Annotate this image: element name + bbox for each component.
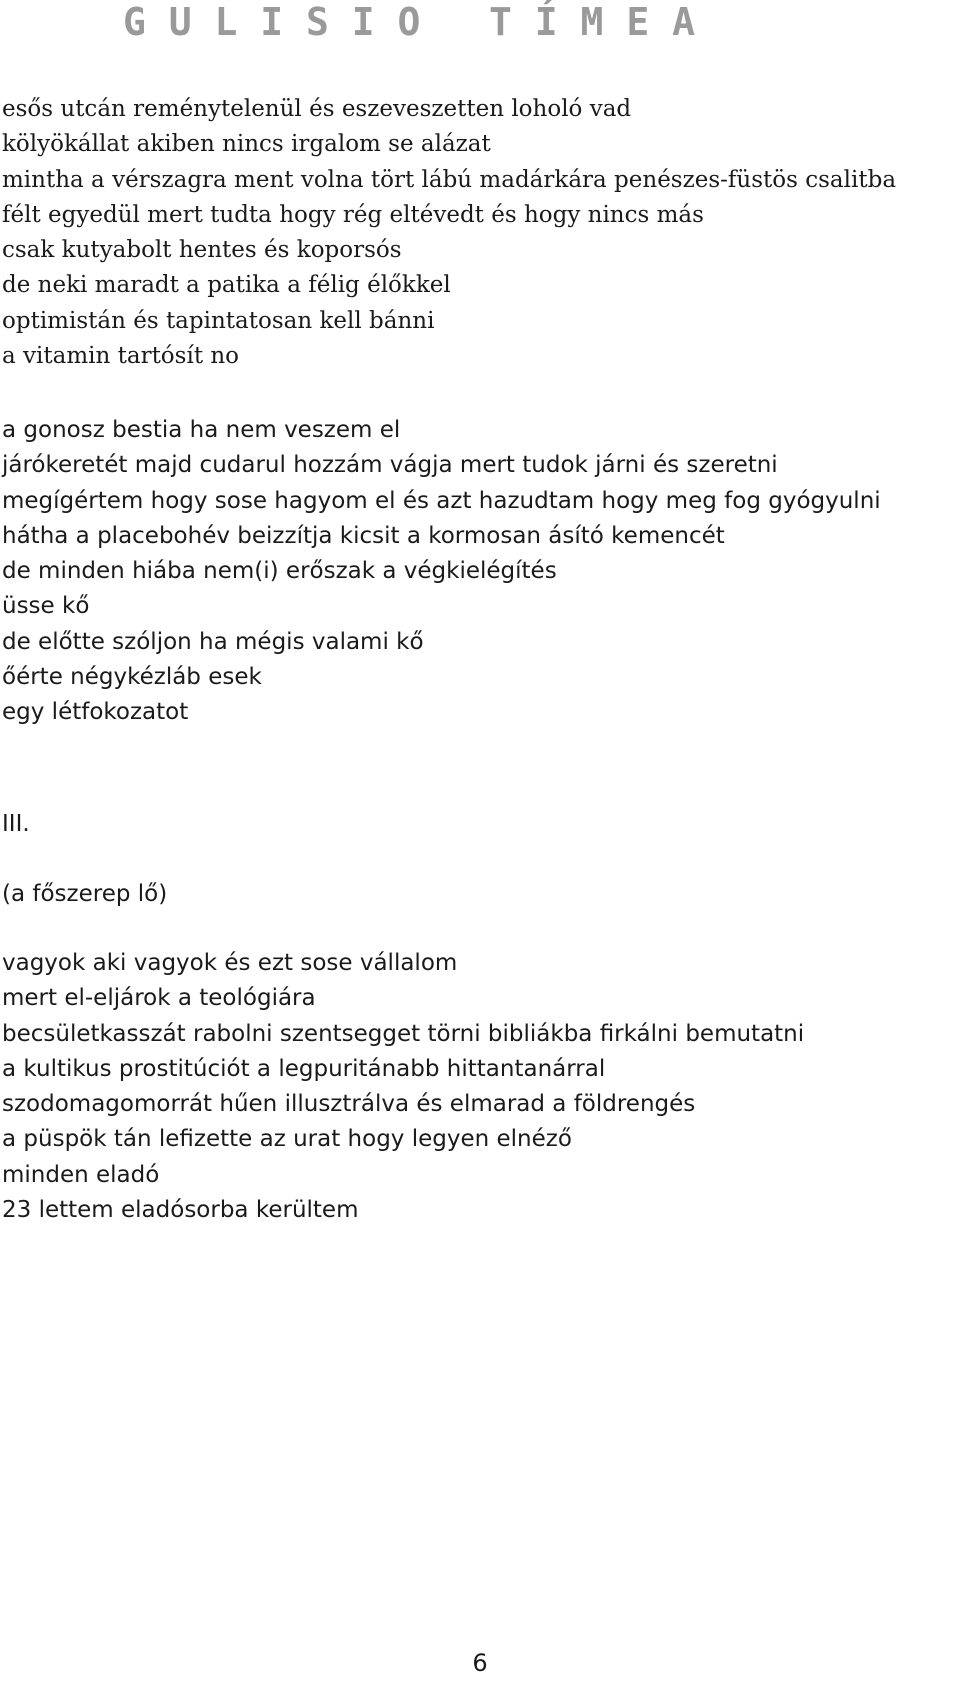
- author-name-header: G U L I S I O T Í M E A: [123, 0, 695, 44]
- poem-line: de neki maradt a patika a félig élőkkel: [2, 272, 451, 299]
- poem-line: csak kutyabolt hentes és koporsós: [2, 237, 402, 264]
- poem-line: esős utcán reménytelenül és eszeveszetten loholó vad: [2, 96, 632, 122]
- page-number: 6: [472, 1649, 488, 1677]
- poem-line: becsületkasszát rabolni szentsegget törni bibliákba firkálni bemutatni: [2, 1020, 805, 1047]
- poem-line: járókeretét majd cudarul hozzám vágja mert tudok járni és szeretni: [2, 452, 778, 479]
- poem-line: a kultikus prostitúciót a legpuritánabb hittantanárral: [2, 1055, 606, 1082]
- stanza-1: [2, 92, 896, 374]
- poem-line: üsse kő: [2, 593, 90, 620]
- section-subtitle: (a főszerep lő): [2, 881, 168, 907]
- poem-line: megígértem hogy sose hagyom el és azt hazudtam hogy meg fog gyógyulni: [2, 487, 881, 514]
- poem-line: mert el-eljárok a teológiára: [2, 985, 316, 1012]
- poem-line: egy létfokozatot: [2, 699, 189, 726]
- poem-line: de minden hiába nem(i) erőszak a végkielégítés: [2, 558, 557, 585]
- stanza-3: [2, 946, 804, 1228]
- poem-line: félt egyedül mert tudta hogy rég eltévedt és hogy nincs más: [2, 201, 704, 228]
- poem-line: optimistán és tapintatosan kell bánni: [2, 307, 435, 334]
- section-subtitle-block: [2, 877, 167, 912]
- poem-line: a vitamin tartósít no: [2, 343, 240, 370]
- poem-line: mintha a vérszagra ment volna tört lábú madárkára penészes-füstös csalitba: [2, 166, 897, 193]
- poem-line: de előtte szóljon ha mégis valami kő: [2, 628, 424, 655]
- poem-line: őérte négykézláb esek: [2, 664, 262, 691]
- stanza-2: [2, 413, 881, 731]
- poem-line: a gonosz bestia ha nem veszem el: [2, 417, 401, 443]
- poem-line: szodomagomorrát hűen illusztrálva és elmarad a földrengés: [2, 1091, 696, 1118]
- poem-line: kölyökállat akiben nincs irgalom se alázat: [2, 131, 491, 158]
- poem-line: 23 lettem eladósorba kerültem: [2, 1197, 359, 1224]
- poem-line: minden eladó: [2, 1161, 160, 1188]
- poem-line: a püspök tán lefizette az urat hogy legyen elnéző: [2, 1126, 572, 1153]
- section-number: III.: [2, 811, 30, 837]
- poem-line: hátha a placebohév beizzítja kicsit a kormosan ásító kemencét: [2, 522, 725, 549]
- poem-line: vagyok aki vagyok és ezt sose vállalom: [2, 950, 458, 976]
